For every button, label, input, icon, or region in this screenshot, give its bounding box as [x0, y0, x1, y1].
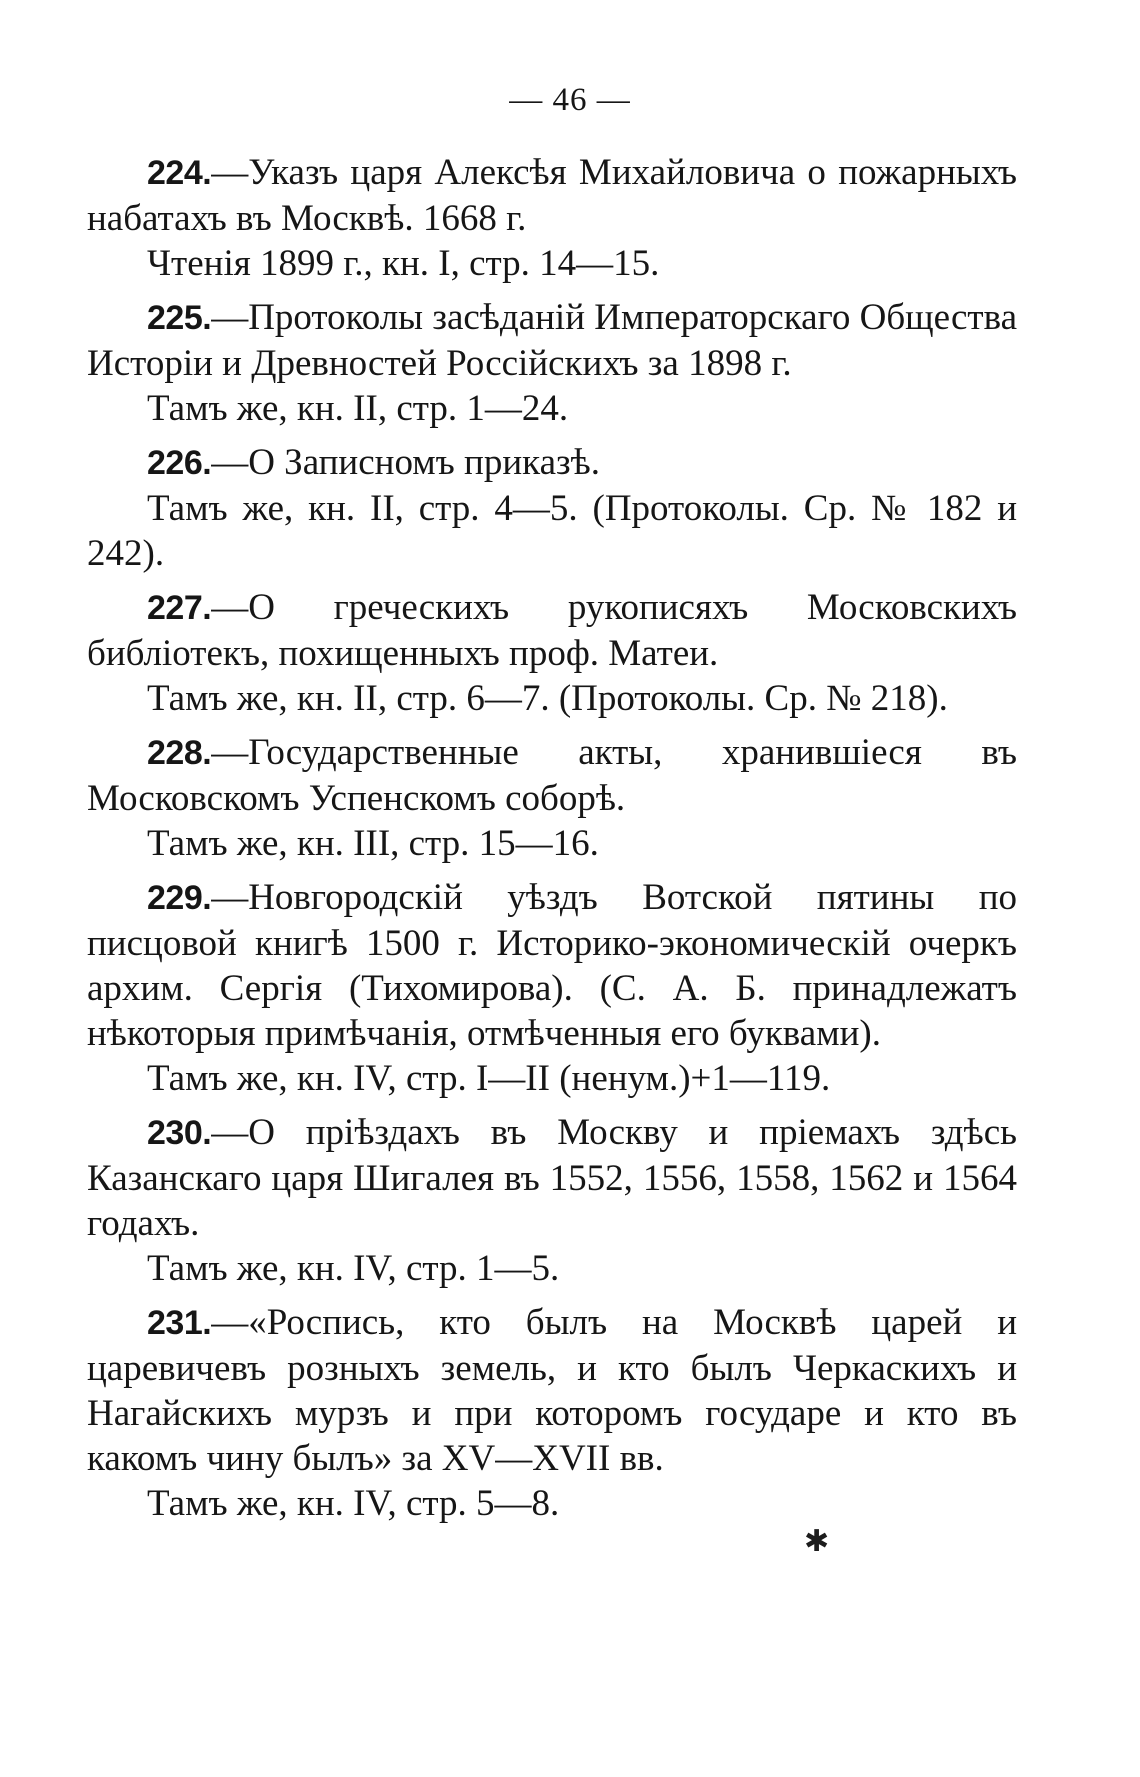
entry-reference: Тамъ же, кн. III, стр. 15—16. — [147, 823, 599, 864]
entry-title-text: —О пріѣздахъ въ Москву и пріемахъ здѣсь Казанскаго царя Шигалея въ 1552, 1556, 1558, 1562 и 1564 годахъ. — [87, 1112, 1017, 1244]
entry-226 — [87, 440, 1017, 576]
entry-number: 227. — [147, 589, 212, 627]
page-number: — 46 — — [509, 82, 631, 118]
entry-title-text: —Протоколы засѣданій Императорскаго Общества Исторіи и Древностей Россійскихъ за 1898 г. — [87, 297, 1017, 384]
entry-reference: Чтенія 1899 г., кн. I, стр. 14—15. — [147, 243, 660, 284]
entry-230 — [87, 1110, 1017, 1291]
entry-title-text: —О Записномъ приказѣ. — [211, 442, 600, 483]
entry-reference: Тамъ же, кн. II, стр. 6—7. (Протоколы. Ср. № 218). — [147, 678, 948, 719]
entry-title — [87, 875, 1017, 1056]
entry-title-text: —Новгородскій уѣздъ Вотской пятины по писцовой книгѣ 1500 г. Историко-экономическій очеркъ архим. Сергія (Тихомирова). (С. А. Б. принадлежатъ нѣкоторыя примѣчанія, отмѣченныя его буквами). — [87, 877, 1017, 1054]
entry-224 — [87, 150, 1017, 286]
entry-225 — [87, 295, 1017, 431]
entry-number: 229. — [147, 879, 212, 917]
entry-title — [87, 585, 1017, 676]
entry-229 — [87, 875, 1017, 1101]
entry-228 — [87, 730, 1017, 866]
entry-number: 230. — [147, 1114, 212, 1152]
entry-number: 228. — [147, 734, 212, 772]
entry-title-text: —«Роспись, кто былъ на Москвѣ царей и царевичевъ розныхъ земель, и кто былъ Черкаскихъ и Нагайскихъ мурзъ и при которомъ государе и кто въ какомъ чину былъ» за XV—XVII вв. — [87, 1302, 1017, 1479]
entry-reference: Тамъ же, кн. IV, стр. I—II (ненум.)+1—119. — [147, 1058, 831, 1099]
entry-title-text: —Указъ царя Алексѣя Михайловича о пожарныхъ набатахъ въ Москвѣ. 1668 г. — [87, 152, 1017, 239]
ink-mark-icon: ✱ — [804, 1524, 830, 1559]
entry-231 — [87, 1300, 1017, 1526]
entry-reference: Тамъ же, кн. II, стр. 1—24. — [147, 388, 569, 429]
entry-number: 224. — [147, 154, 212, 192]
entry-number: 226. — [147, 444, 212, 482]
entry-title — [87, 440, 1017, 486]
entry-number: 231. — [147, 1304, 212, 1342]
entry-title-text: —О греческихъ рукописяхъ Московскихъ библіотекъ, похищенныхъ проф. Матеи. — [87, 587, 1017, 674]
entry-title — [87, 730, 1017, 821]
entry-list — [87, 150, 1017, 1535]
entry-reference: Тамъ же, кн. IV, стр. 1—5. — [147, 1248, 560, 1289]
entry-title — [87, 295, 1017, 386]
entry-reference: Тамъ же, кн. II, стр. 4—5. (Протоколы. Ср. № 182 и 242). — [87, 488, 1017, 574]
entry-title — [87, 1300, 1017, 1481]
entry-title-text: —Государственные акты, хранившіеся въ Московскомъ Успенскомъ соборѣ. — [87, 732, 1017, 819]
entry-title — [87, 150, 1017, 241]
entry-reference: Тамъ же, кн. IV, стр. 5—8. — [147, 1483, 560, 1524]
entry-227 — [87, 585, 1017, 721]
entry-number: 225. — [147, 299, 212, 337]
entry-title — [87, 1110, 1017, 1246]
